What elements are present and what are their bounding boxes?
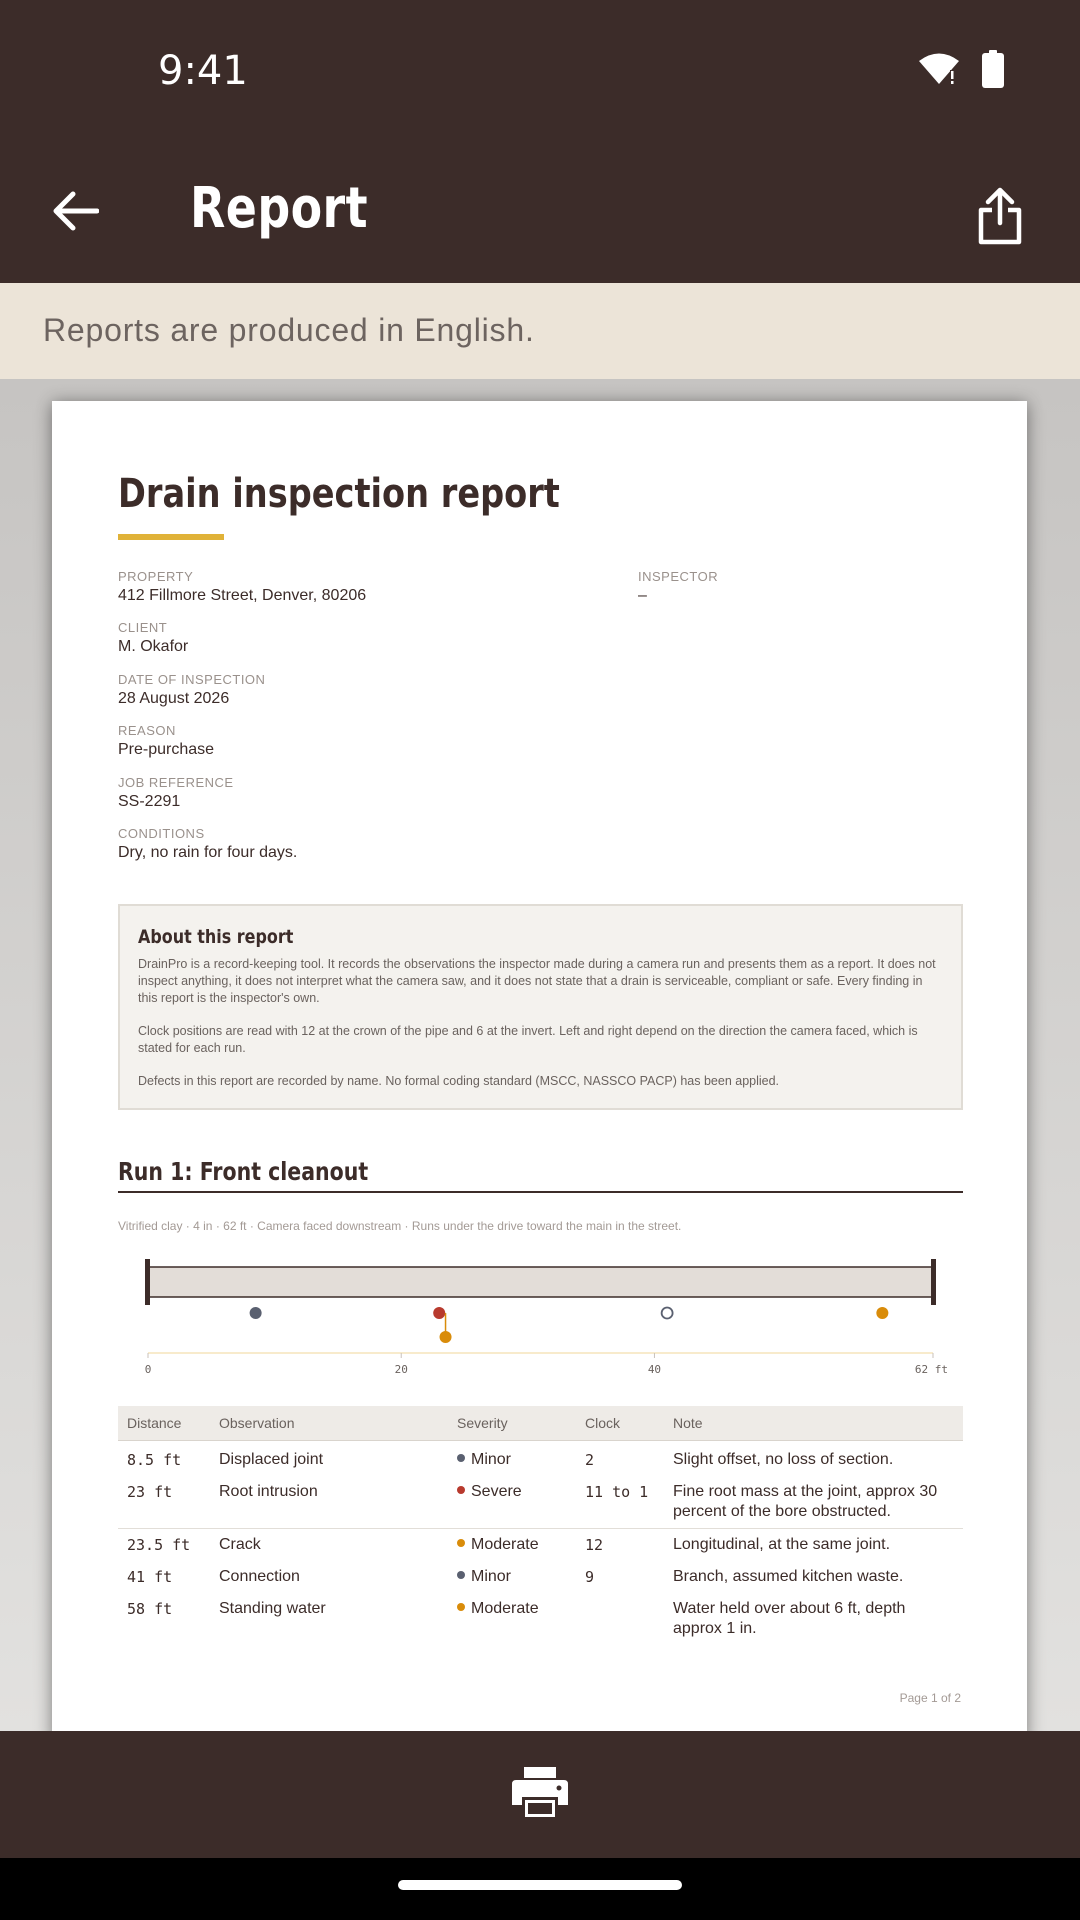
meta-date bbox=[118, 672, 265, 708]
about-report-box bbox=[118, 904, 963, 1110]
about-paragraph: DrainPro is a record-keeping tool. It records the observations the inspector made during a camera run and presents them as a report. It does not inspect anything, it does not interpret what the camera saw, and it does not state that a drain is serviceable, compliant or safe. Every finding in this report is the inspector's own. bbox=[138, 957, 936, 1005]
meta-value: – bbox=[638, 587, 647, 604]
cell-severity bbox=[448, 1528, 576, 1561]
severity-dot bbox=[457, 1603, 465, 1611]
run-meta: Vitrified clay · 4 in · 62 ft · Camera faced downstream · Runs under the drive toward the main in the street. bbox=[118, 1219, 682, 1233]
cell-clock: 12 bbox=[576, 1528, 664, 1561]
header-severity: Severity bbox=[448, 1406, 576, 1440]
cell-clock: 11 to 1 bbox=[585, 1482, 649, 1501]
severity-dot bbox=[457, 1571, 465, 1579]
cell-severity bbox=[448, 1593, 576, 1645]
pipe-body bbox=[148, 1267, 933, 1297]
axis-tick-label: 40 bbox=[647, 1363, 662, 1376]
severity-label: Moderate bbox=[471, 1599, 539, 1617]
meta-label: REASON bbox=[118, 723, 176, 738]
print-button[interactable] bbox=[505, 1764, 575, 1824]
page-number: Page 1 of 2 bbox=[899, 1691, 961, 1705]
language-banner-text: Reports are produced in English. bbox=[43, 312, 535, 348]
meta-value: Pre-purchase bbox=[118, 741, 215, 758]
cell-clock: 9 bbox=[585, 1567, 595, 1586]
observations-table bbox=[118, 1406, 963, 1645]
severity-dot bbox=[457, 1539, 465, 1547]
cell-distance: 58 ft bbox=[127, 1599, 173, 1618]
status-time: 9:41 bbox=[158, 48, 248, 94]
meta-reason bbox=[118, 723, 214, 759]
arrow-left-icon bbox=[51, 190, 99, 237]
table-row bbox=[118, 1440, 963, 1476]
battery-icon bbox=[982, 50, 1004, 93]
cell-observation: Displaced joint bbox=[219, 1450, 324, 1468]
axis-tick-label: 0 bbox=[144, 1363, 152, 1376]
home-handle[interactable] bbox=[398, 1880, 682, 1890]
header-note: Note bbox=[664, 1406, 963, 1440]
cell-severity bbox=[448, 1440, 576, 1476]
pipe-run-diagram bbox=[118, 1251, 963, 1381]
defect-marker bbox=[433, 1307, 445, 1319]
severity-dot bbox=[457, 1486, 465, 1494]
cell-note: Water held over about 6 ft, depth approx 1 in. bbox=[673, 1599, 906, 1637]
about-paragraph: Clock positions are read with 12 at the crown of the pipe and 6 at the invert. Left and right depend on the direction the camera faced, which is stated for each run. bbox=[138, 1024, 918, 1055]
cell-observation: Root intrusion bbox=[219, 1482, 318, 1500]
cell-distance: 8.5 ft bbox=[127, 1450, 182, 1469]
cell-note: Slight offset, no loss of section. bbox=[673, 1450, 894, 1468]
pipe-start-cap bbox=[145, 1259, 150, 1305]
about-paragraph: Defects in this report are recorded by name. No formal coding standard (MSCC, NASSCO PACP) has been applied. bbox=[138, 1074, 780, 1088]
cell-observation: Connection bbox=[219, 1567, 300, 1585]
defect-marker bbox=[876, 1307, 888, 1319]
page-title: Report bbox=[190, 176, 368, 241]
cell-distance: 23.5 ft bbox=[118, 1528, 210, 1561]
app-bar bbox=[0, 140, 1080, 283]
share-button[interactable] bbox=[960, 178, 1040, 258]
meta-label: DATE OF INSPECTION bbox=[118, 672, 266, 687]
meta-value: M. Okafor bbox=[118, 638, 189, 655]
severity-label: Severe bbox=[471, 1482, 522, 1500]
title-accent-rule bbox=[118, 534, 224, 540]
severity-dot bbox=[457, 1454, 465, 1462]
table-row bbox=[118, 1528, 963, 1561]
severity-label: Minor bbox=[471, 1450, 512, 1468]
cell-observation: Crack bbox=[210, 1528, 448, 1561]
language-banner bbox=[0, 283, 1080, 379]
meta-property bbox=[118, 569, 366, 605]
meta-label: PROPERTY bbox=[118, 569, 194, 584]
cell-clock bbox=[576, 1593, 664, 1645]
cell-severity bbox=[448, 1476, 576, 1529]
pipe-end-cap bbox=[931, 1259, 936, 1305]
meta-value: SS-2291 bbox=[118, 793, 181, 810]
defect-marker bbox=[662, 1308, 673, 1319]
status-bar bbox=[0, 0, 1080, 140]
cell-note: Longitudinal, at the same joint. bbox=[664, 1528, 963, 1561]
axis-tick-label: 20 bbox=[394, 1363, 408, 1376]
defect-marker bbox=[440, 1331, 452, 1343]
table-row bbox=[118, 1593, 963, 1645]
cell-distance: 41 ft bbox=[127, 1567, 173, 1586]
meta-value: Dry, no rain for four days. bbox=[118, 844, 298, 861]
meta-value: 28 August 2026 bbox=[118, 690, 230, 707]
report-title: Drain inspection report bbox=[118, 471, 560, 517]
header-distance: Distance bbox=[118, 1406, 210, 1440]
meta-client bbox=[118, 620, 188, 656]
severity-label: Moderate bbox=[471, 1535, 539, 1553]
run-title: Run 1: Front cleanout bbox=[118, 1157, 369, 1186]
meta-label: CLIENT bbox=[118, 620, 168, 635]
meta-conditions bbox=[118, 826, 297, 862]
meta-label: JOB REFERENCE bbox=[118, 775, 234, 790]
wifi-icon bbox=[918, 52, 960, 91]
system-nav-bar bbox=[0, 1858, 1080, 1920]
report-page bbox=[52, 401, 1027, 1731]
table-header-row bbox=[118, 1406, 963, 1440]
header-observation: Observation bbox=[210, 1406, 448, 1440]
document-viewer[interactable] bbox=[0, 379, 1080, 1731]
cell-distance: 23 ft bbox=[127, 1482, 173, 1501]
meta-inspector bbox=[638, 569, 718, 605]
meta-label: CONDITIONS bbox=[118, 826, 205, 841]
share-icon bbox=[978, 187, 1022, 250]
table-row bbox=[118, 1476, 963, 1529]
axis-tick-label: 62 ft bbox=[914, 1363, 948, 1376]
back-button[interactable] bbox=[40, 178, 110, 248]
cell-severity bbox=[448, 1561, 576, 1593]
about-title: About this report bbox=[138, 926, 294, 948]
meta-job-reference bbox=[118, 775, 234, 811]
header-clock: Clock bbox=[576, 1406, 664, 1440]
cell-note: Fine root mass at the joint, approx 30 percent of the bore obstructed. bbox=[673, 1482, 938, 1520]
status-icons bbox=[918, 50, 1004, 93]
table-row bbox=[118, 1561, 963, 1593]
meta-value: 412 Fillmore Street, Denver, 80206 bbox=[118, 587, 367, 604]
run-title-rule bbox=[118, 1191, 963, 1193]
cell-observation: Standing water bbox=[219, 1599, 326, 1617]
defect-marker bbox=[250, 1307, 262, 1319]
meta-label: INSPECTOR bbox=[638, 569, 719, 584]
bottom-action-bar bbox=[0, 1731, 1080, 1858]
severity-label: Minor bbox=[471, 1567, 512, 1585]
cell-note: Branch, assumed kitchen waste. bbox=[673, 1567, 904, 1585]
cell-clock: 2 bbox=[585, 1450, 595, 1469]
printer-icon bbox=[512, 1767, 568, 1822]
